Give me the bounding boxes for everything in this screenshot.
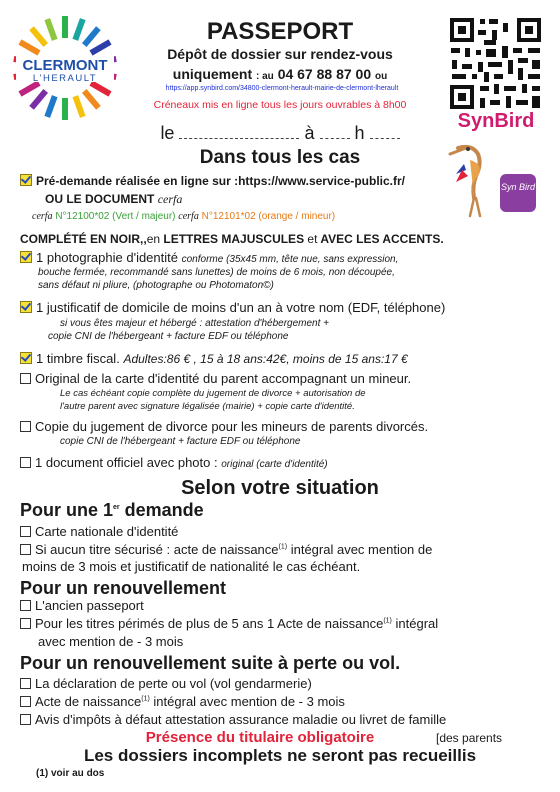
acte-perte-a: Acte de naissance — [35, 694, 142, 709]
photo-text: 1 photographie d'identité — [36, 250, 178, 265]
synbird-brand: SynBird — [457, 110, 535, 132]
acte-text-a: Si aucun titre sécurisé : acte de naissance — [35, 542, 279, 557]
timbre-text: 1 timbre fiscal. — [36, 351, 120, 366]
domicile-detail-2: copie CNI de l'hébergeant + facture EDF ou téléphone — [48, 331, 289, 342]
checkbox-empty[interactable] — [20, 457, 31, 468]
timbre-detail: Adultes:86 € , 15 à 18 ans:42€, moins de 15 ans:17 € — [123, 352, 408, 366]
synbird-badge: Syn Bird — [500, 182, 536, 192]
complete-noir: COMPLÉTÉ EN NOIR,, — [20, 232, 147, 246]
checkbox-empty[interactable] — [20, 678, 31, 689]
perimes-text-a: Pour les titres périmés de plus de 5 ans 1 Acte de naissance — [35, 616, 384, 631]
original-detail-2: l'autre parent avec signature légalisée (mairie) + copie carte d'identité. — [60, 401, 355, 412]
declaration-item — [20, 676, 312, 691]
checkbox-empty[interactable] — [20, 714, 31, 725]
checkbox-empty[interactable] — [20, 696, 31, 707]
officiel-text: 1 document officiel avec photo : — [35, 455, 218, 470]
checkbox-checked[interactable] — [20, 301, 32, 313]
bird-illustration — [448, 140, 548, 220]
h-label: h — [354, 123, 365, 143]
appointment-date-line — [150, 122, 410, 144]
ou-text: ou — [375, 71, 388, 82]
heading-premiere-demande — [20, 500, 204, 521]
domicile-text: 1 justificatif de domicile de moins d'un an à votre nom (EDF, téléphone) — [36, 300, 446, 315]
dossiers-incomplets: Les dossiers incomplets ne seront pas recueillis — [83, 746, 477, 765]
heading-selon-situation: Selon votre situation — [181, 477, 379, 499]
ancien-passeport-text: L'ancien passeport — [35, 598, 144, 613]
voir-au-dos: (1) voir au dos — [36, 768, 105, 779]
subtitle-rdv: Dépôt de dossier sur rendez-vous — [167, 46, 393, 62]
logo-text-clermont: CLERMONT — [22, 57, 108, 74]
creneaux-notice: Créneaux mis en ligne tous les jours ouvrables à 8h00 — [153, 99, 407, 111]
cerfa-word: cerfa — [157, 192, 183, 206]
cerfa-word-1: cerfa — [32, 211, 53, 222]
des-parents: [des parents — [436, 731, 503, 745]
checkbox-empty[interactable] — [20, 544, 31, 555]
minute-field[interactable] — [370, 122, 400, 139]
checkbox-checked[interactable] — [20, 174, 32, 186]
copie-text: Copie du jugement de divorce pour les mineurs de parents divorcés. — [35, 419, 429, 434]
perimes-text-b: intégral — [395, 616, 439, 631]
synbird-url-link[interactable]: https://app.synbird.com/34800-clermont-herault-mairie-de-clermont-lherault — [165, 85, 399, 92]
acte-sup: (1) — [278, 543, 288, 551]
clermont-herault-logo — [6, 12, 124, 124]
hour-field[interactable] — [320, 122, 350, 139]
original-detail-1: Le cas échéant copie complète du jugement de divorce + autorisation de — [60, 388, 366, 399]
presence-obligatoire: Présence du titulaire obligatoire — [145, 729, 375, 746]
avis-impots-text: Avis d'impôts à défaut attestation assurance maladie ou livret de famille — [35, 712, 447, 727]
checkbox-empty[interactable] — [20, 421, 31, 432]
acte-perte-sup: (1) — [141, 695, 150, 703]
checkbox-empty[interactable] — [20, 618, 31, 629]
original-item — [20, 371, 411, 386]
premiere-2: demande — [124, 500, 204, 520]
perimes-text-c: avec mention de - 3 mois — [38, 634, 184, 649]
timbre-item — [20, 351, 408, 366]
ou-document-text: OU LE DOCUMENT — [45, 192, 155, 206]
cerfa-orange: N°12101*02 (orange / mineur) — [201, 211, 336, 222]
complete-accents: AVEC LES ACCENTS. — [320, 232, 444, 246]
le-label: le — [160, 123, 175, 143]
subtitle-phone — [120, 66, 440, 82]
complete-instructions — [20, 232, 444, 246]
checkbox-checked[interactable] — [20, 251, 32, 263]
complete-en: en — [146, 232, 161, 246]
cerfa-word-2: cerfa — [178, 211, 199, 222]
heading-renouvellement: Pour un renouvellement — [20, 578, 227, 598]
cni-item — [20, 524, 178, 539]
officiel-item — [20, 455, 328, 470]
cerfa-references — [32, 211, 335, 222]
predemande-text: Pré-demande réalisée en ligne sur :https://www.service-public.fr/ — [36, 174, 405, 188]
a-label: à — [304, 123, 315, 143]
predemande-item — [20, 174, 405, 188]
domicile-detail-1: si vous êtes majeur et hébergé : attestation d'hébergement + — [60, 318, 330, 329]
checkbox-empty[interactable] — [20, 600, 31, 611]
au-text: : au — [256, 71, 274, 82]
officiel-detail: original (carte d'identité) — [221, 459, 328, 470]
acte-perte-b: intégral avec mention de - 3 mois — [153, 694, 345, 709]
premiere-1: Pour une 1 — [20, 500, 114, 520]
complete-majuscules: LETTRES MAJUSCULES — [163, 232, 305, 246]
heading-perte-vol: Pour un renouvellement suite à perte ou vol. — [20, 653, 401, 673]
acte-item — [20, 542, 432, 557]
date-field[interactable] — [179, 122, 299, 139]
acte-perte-item — [20, 694, 345, 709]
checkbox-checked[interactable] — [20, 352, 32, 364]
photo-item — [20, 250, 398, 265]
copie-item — [20, 419, 428, 434]
uniquement-text: uniquement — [172, 66, 253, 82]
ou-le-document — [45, 192, 182, 207]
declaration-text: La déclaration de perte ou vol (vol gendarmerie) — [35, 676, 312, 691]
cni-text: Carte nationale d'identité — [35, 524, 179, 539]
premiere-sup: er — [113, 504, 120, 511]
acte-text-b: intégral avec mention de — [290, 542, 433, 557]
avis-impots-item — [20, 712, 446, 727]
photo-detail-3: sans défaut ni pliure, (photographe ou Photomaton©) — [38, 280, 274, 291]
perimes-sup: (1) — [383, 617, 392, 625]
perimes-item — [20, 616, 438, 631]
qr-code[interactable] — [448, 16, 543, 111]
copie-detail: copie CNI de l'hébergeant + facture EDF ou téléphone — [60, 436, 301, 447]
original-text: Original de la carte d'identité du parent accompagnant un mineur. — [35, 371, 412, 386]
checkbox-empty[interactable] — [20, 526, 31, 537]
photo-detail-2: bouche fermée, recommandé sans lunettes) de moins de 6 mois, non découpée, — [38, 267, 395, 278]
checkbox-empty[interactable] — [20, 373, 31, 384]
domicile-item — [20, 300, 445, 315]
acte-text-c: moins de 3 mois et justificatif de nationalité le cas échéant. — [22, 559, 361, 574]
phone-number[interactable]: 04 67 88 87 00 — [277, 66, 372, 82]
complete-et: et — [307, 232, 318, 246]
page-title: PASSEPORT — [206, 18, 354, 45]
cerfa-vert: N°12100*02 (Vert / majeur) — [55, 211, 176, 222]
logo-text-herault: L'HERAULT — [32, 73, 98, 84]
photo-detail-1: conforme (35x45 mm, tête nue, sans expression, — [181, 254, 399, 265]
heading-tous-les-cas: Dans tous les cas — [199, 147, 361, 168]
ancien-passeport-item — [20, 598, 144, 613]
